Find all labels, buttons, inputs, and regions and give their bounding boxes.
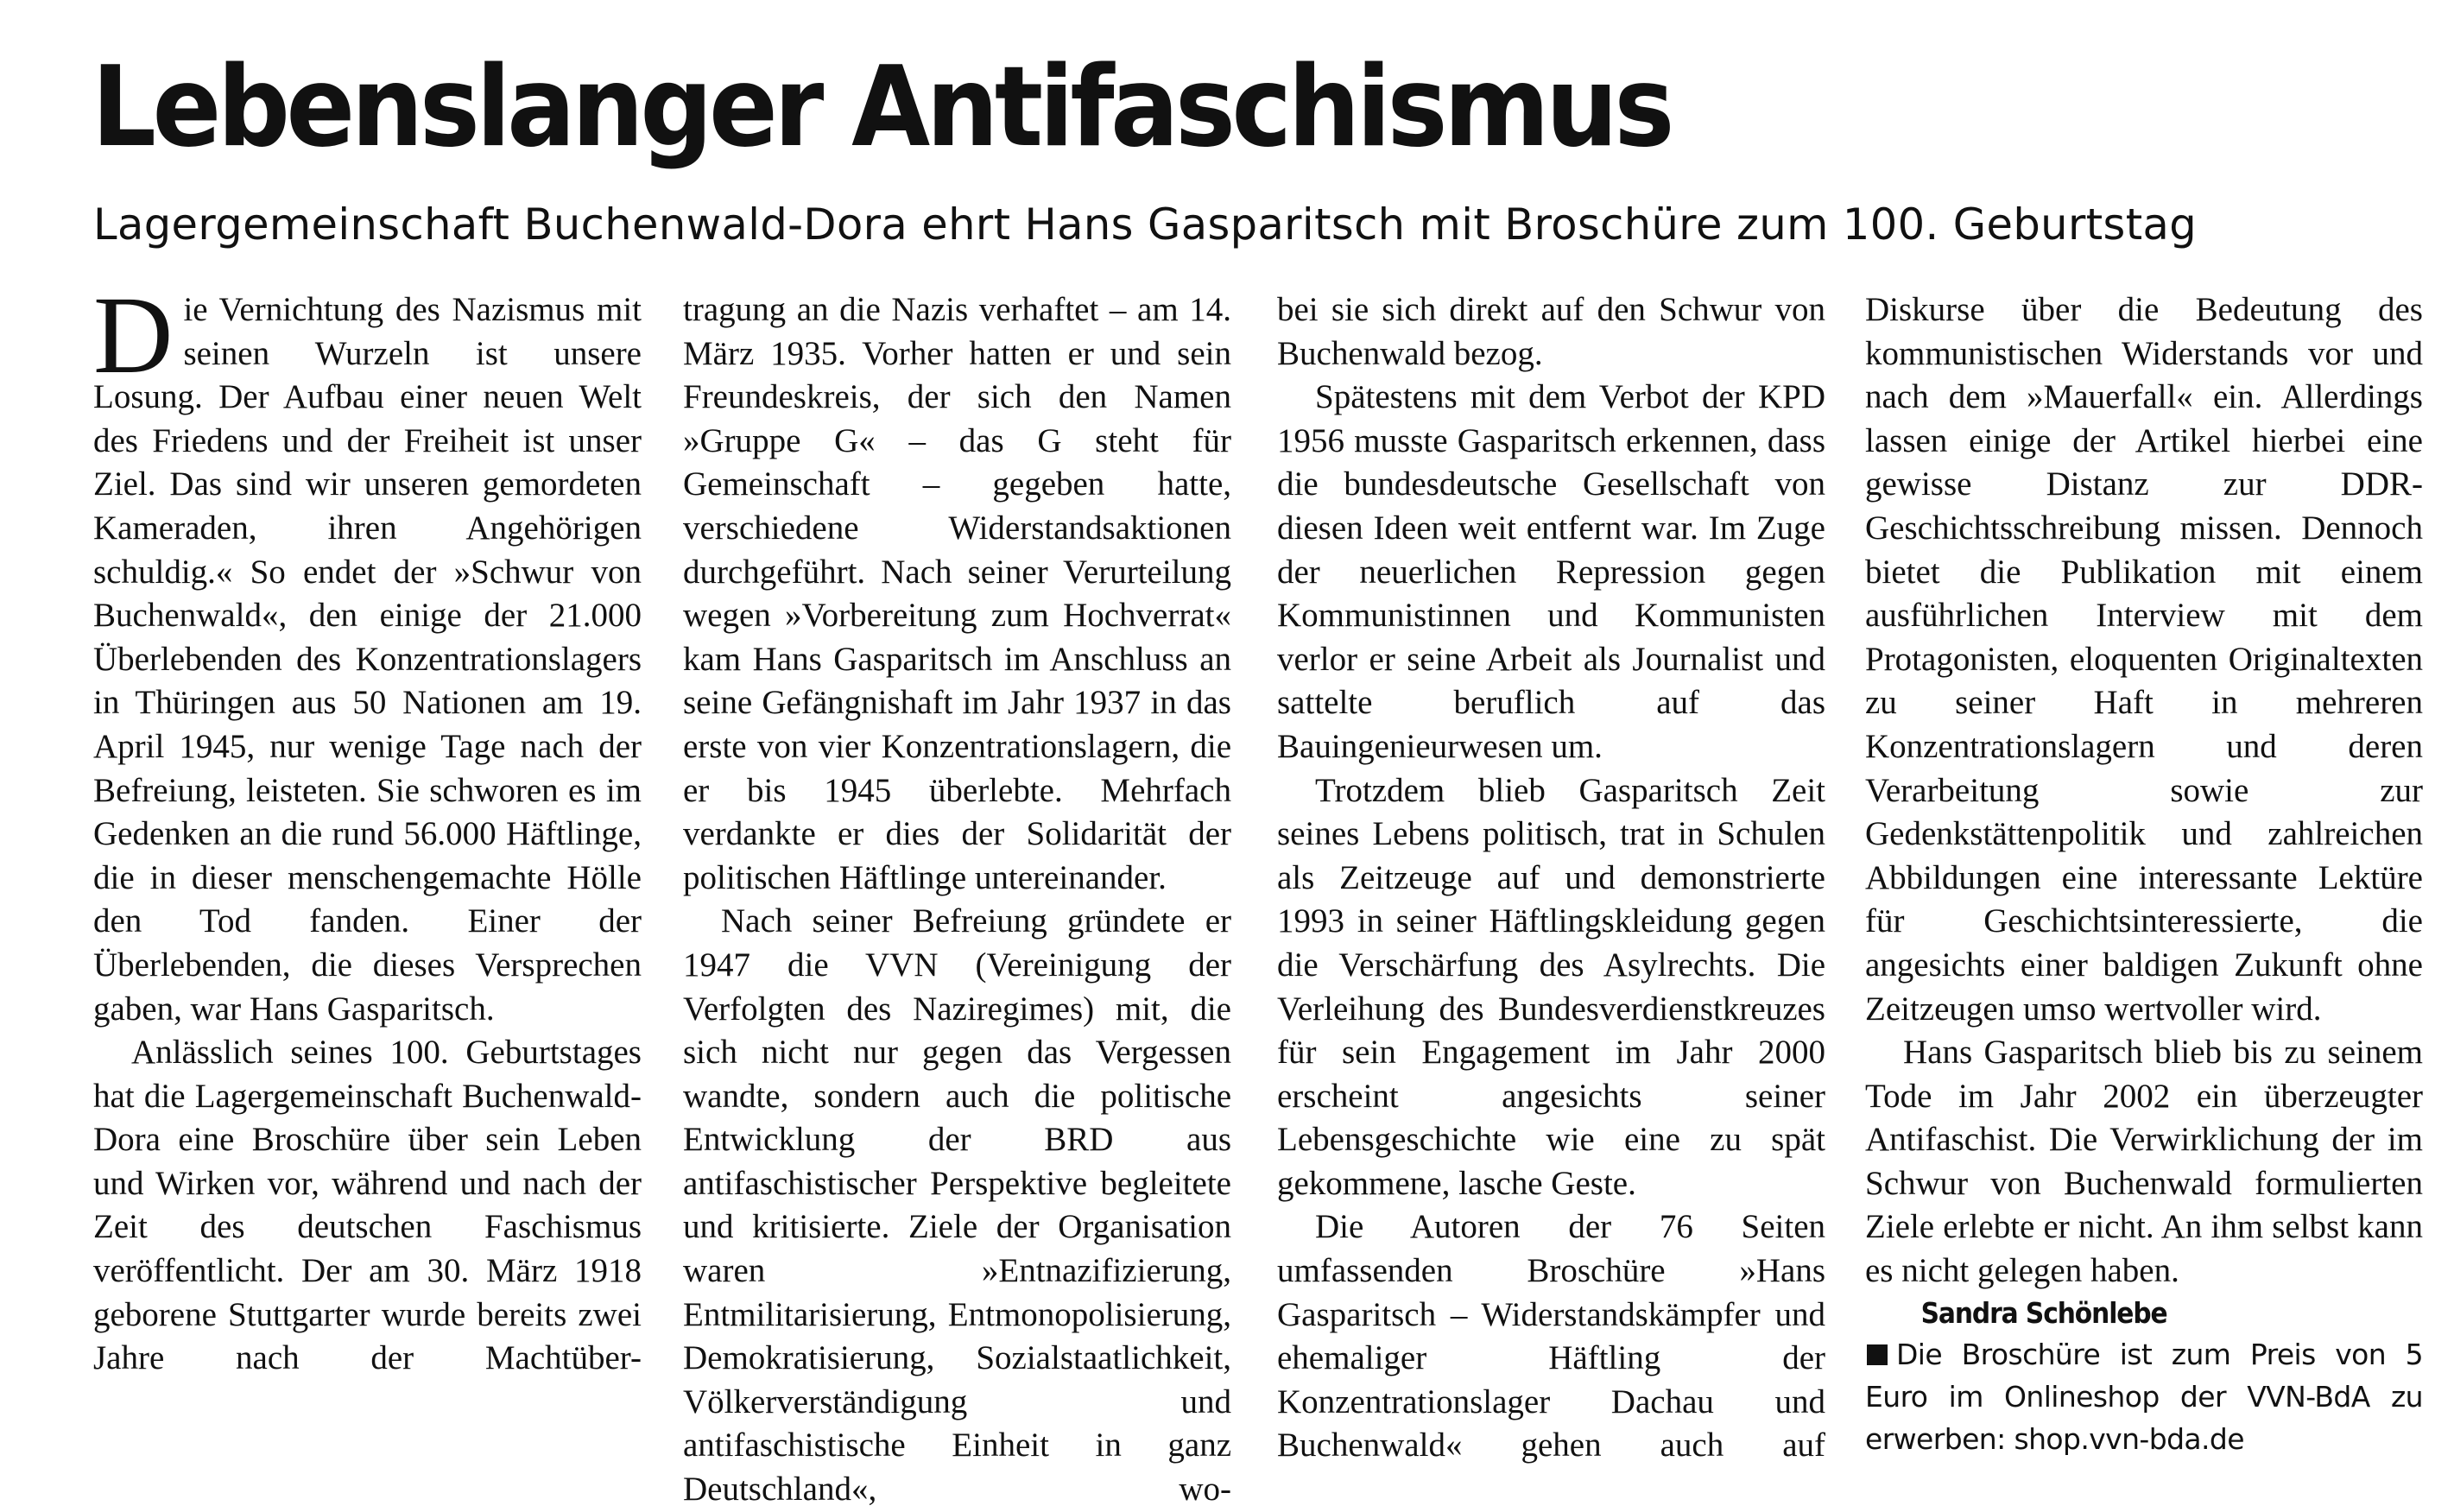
article-subheadline: Lagergemeinschaft Buchenwald-Dora ehrt Hans Gasparitsch mit Broschüre zum 100. Geburtstag — [93, 199, 2198, 250]
article-column-3 — [1277, 288, 1825, 1468]
author-byline: Sandra Schönlebe — [1920, 1295, 2167, 1330]
article-paragraph — [93, 274, 642, 1031]
paragraph-text: ie Vernichtung des Nazismus mit seinen Wurzeln ist unsere Losung. Der Aufbau einer neuen Welt des Friedens und der Freiheit ist unser Ziel. Das sind wir unseren gemordeten Kameraden, ihren Angehörigen schuldig.« So endet der »Schwur von Buchenwald«, den einige der 21.000 Überlebenden des Konzentrationslagers in Thüringen aus 50 Nationen am 19. April 1945, nur wenige Tage nach der Befreiung, leisteten. Sie schworen es im Gedenken an die rund 56.000 Häftlinge, die in dieser menschengemachte Hölle den Tod fanden. Einer der Überlebenden, die dieses Versprechen gaben, war Hans Gasparitsch. — [93, 291, 642, 1028]
article-paragraph: Hans Gasparitsch blieb bis zu seinem Tode im Jahr 2002 ein überzeugter Antifaschist. Die Verwirklichung der im Schwur von Buchenwald formulierten Ziele erlebte er nicht. An ihm selbst kann es nicht gelegen haben. — [1865, 1034, 2423, 1290]
article-paragraph: Nach seiner Befreiung gründete er 1947 die VVN (Vereinigung der Verfolgten des Naziregimes) mit, die sich nicht nur gegen das Vergessen wandte, sondern auch die politische Entwicklung der BRD aus antifaschistischer Perspektive begleitete und kritisierte. Ziele der Organisation waren »Entnazifizierung, Entmilitarisierung, Entmonopolisierung, Demokratisierung, Sozialstaatlichkeit, Völkerverständigung und antifaschistische Einheit in ganz Deutschland«, wo- — [683, 902, 1231, 1509]
article-column-1 — [93, 274, 642, 1381]
article-paragraph: Diskurse über die Bedeutung des kommunistischen Widerstands vor und nach dem »Mauerfall« ein. Allerdings lassen einige der Artikel hierbei eine gewisse Distanz zur DDR-Geschichtsschreibung missen. Dennoch bietet die Publikation mit einem ausführlichen Interview mit dem Protagonisten, eloquenten Originaltexten zu seiner Haft in mehreren Konzentrationslagern und deren Verarbeitung sowie zur Gedenkstättenpolitik und zahlreichen Abbildungen eine interessante Lektüre für Geschichtsinteressierte, die angesichts einer baldigen Zukunft ohne Zeitzeugen umso wertvoller wird. — [1865, 291, 2423, 1028]
article-paragraph: Die Autoren der 76 Seiten umfassenden Broschüre »Hans Gasparitsch – Widerstandskämpfer und ehemaliger Häftling der Konzentrationslager Dachau und Buchenwald« gehen auch auf — [1277, 1208, 1825, 1465]
article-paragraph: Spätestens mit dem Verbot der KPD 1956 musste Gasparitsch erkennen, dass die bundesdeutsche Gesellschaft von diesen Ideen weit entfernt war. Im Zuge der neuerlichen Repression gegen Kommunistinnen und Kommunisten verlor er seine Arbeit als Journalist und sattelte beruflich auf das Bauingenieurwesen um. — [1277, 378, 1825, 765]
drop-cap: D — [93, 274, 174, 396]
article-paragraph: bei sie sich direkt auf den Schwur von Buchenwald bezog. — [1277, 291, 1825, 372]
info-note — [1865, 1333, 2423, 1460]
article-headline: Lebenslanger Antifaschismus — [92, 43, 1671, 172]
square-bullet-icon — [1867, 1344, 1888, 1365]
article-column-4 — [1865, 288, 2423, 1460]
article-paragraph: Trotzdem blieb Gasparitsch Zeit seines Lebens politisch, trat in Schulen als Zeitzeuge auf und demonstrierte 1993 in seiner Häftlingskleidung gegen die Verschärfung des Asylrechts. Die Verleihung des Bundesverdienstkreuzes für sein Engagement im Jahr 2000 erscheint angesichts seiner Lebensgeschichte wie eine zu spät gekommene, lasche Geste. — [1277, 771, 1825, 1202]
article-paragraph: tragung an die Nazis verhaftet – am 14. März 1935. Vorher hatten er und sein Freundeskreis, der sich den Namen »Gruppe G« – das G steht für Gemeinschaft – gegeben hatte, verschiedene Widerstandsaktionen durchgeführt. Nach seiner Verurteilung wegen »Vorbereitung zum Hochverrat« kam Hans Gasparitsch im Anschluss an seine Gefängnishaft im Jahr 1937 in das erste von vier Konzentrationslagern, die er bis 1945 überlebte. Mehrfach verdankte er dies der Solidarität der politischen Häftlinge untereinander. — [683, 291, 1231, 896]
info-note-text: Die Broschüre ist zum Preis von 5 Euro im Onlineshop der VVN-BdA zu erwerben: shop.vvn-bda.de — [1865, 1337, 2423, 1456]
article-column-2 — [683, 288, 1231, 1512]
article-paragraph: Anlässlich seines 100. Geburtstages hat die Lagergemeinschaft Buchenwald-Dora eine Broschüre über sein Leben und Wirken vor, während und nach der Zeit des deutschen Faschismus veröffentlicht. Der am 30. März 1918 geborene Stuttgarter wurde bereits zwei Jahre nach der Machtüber- — [93, 1034, 642, 1377]
